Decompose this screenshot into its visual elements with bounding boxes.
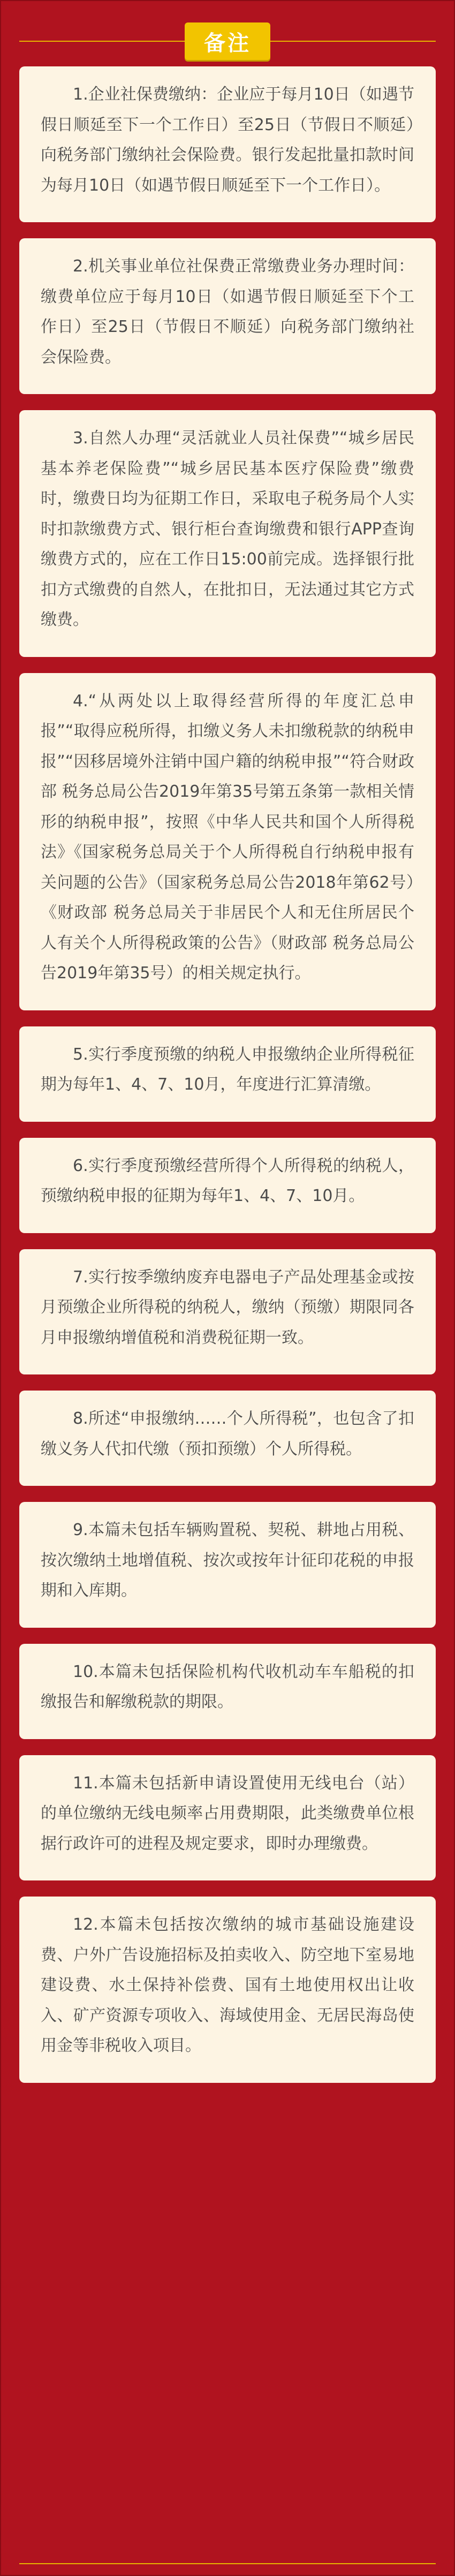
note-card — [19, 1502, 436, 1628]
note-text: 11.本篇未包括新申请设置使用无线电台（站）的单位缴纳无线电频率占用费期限，此类缴费单位根据行政许可的进程及规定要求，即时办理缴费。 — [41, 1773, 414, 1853]
note-text: 8.所述“申报缴纳……个人所得税”，也包含了扣缴义务人代扣代缴（预扣预缴）个人所得税。 — [41, 1409, 414, 1459]
note-text: 9.本篇未包括车辆购置税、契税、耕地占用税、按次缴纳土地增值税、按次或按年计征印花税的申报期和入库期。 — [41, 1521, 414, 1600]
note-card — [19, 1138, 436, 1233]
note-card — [19, 1249, 436, 1375]
note-card — [19, 1897, 436, 2083]
note-text: 5.实行季度预缴的纳税人申报缴纳企业所得税征期为每年1、4、7、10月，年度进行汇算清缴。 — [41, 1045, 414, 1094]
note-card — [19, 410, 436, 657]
note-text: 7.实行按季缴纳废弃电器电子产品处理基金或按月预缴企业所得税的纳税人，缴纳（预缴）期限同各月申报缴纳增值税和消费税征期一致。 — [41, 1267, 414, 1347]
note-card — [19, 673, 436, 1010]
note-card — [19, 238, 436, 394]
note-card — [19, 1644, 436, 1739]
note-text: 2.机关事业单位社保费正常缴费业务办理时间：缴费单位应于每月10日（如遇节假日顺延至下个工作日）至25日（节假日不顺延）向税务部门缴纳社会保险费。 — [41, 257, 414, 367]
note-text: 10.本篇未包括保险机构代收机动车车船税的扣缴报告和解缴税款的期限。 — [41, 1662, 414, 1711]
notes-list — [19, 66, 436, 2099]
note-text: 3.自然人办理“灵活就业人员社保费”“城乡居民基本养老保险费”“城乡居民基本医疗保险费”缴费时，缴费日均为征期工作日，采取电子税务局个人实时扣款缴费方式、银行柜台查询缴费和银行APP查询缴费方式的，应在工作日15:00前完成。选择银行批扣方式缴费的自然人，在批扣日，无法通过其它方式缴费。 — [41, 429, 414, 629]
note-card — [19, 1391, 436, 1486]
note-text: 4.“从两处以上取得经营所得的年度汇总申报”“取得应税所得，扣缴义务人未扣缴税款的纳税申报”“因移居境外注销中国户籍的纳税申报”“符合财政部 税务总局公告2019年第35号第五条第一款相关情形的纳税申报”，按照《中华人民共和国个人所得税法》《国家税务总局关于个人所得税自行纳税申报有关问题的公告》（国家税务总局公告2018年第62号）《财政部 税务总局关于非居民个人和无住所居民个人有关个人所得税政策的公告》（财政部 税务总局公告2019年第35号）的相关规定执行。 — [41, 691, 414, 983]
note-card — [19, 1026, 436, 1122]
note-text: 6.实行季度预缴经营所得个人所得税的纳税人，预缴纳税申报的征期为每年1、4、7、10月。 — [41, 1156, 414, 1205]
note-card — [19, 66, 436, 222]
note-card — [19, 1755, 436, 1881]
section-title: 备注 — [185, 22, 270, 60]
footer-divider — [19, 2563, 436, 2564]
note-text: 12.本篇未包括按次缴纳的城市基础设施建设费、户外广告设施招标及拍卖收入、防空地下室易地建设费、水土保持补偿费、国有土地使用权出让收入、矿产资源专项收入、海域使用金、无居民海岛使用金等非税收入项目。 — [41, 1915, 414, 2055]
section-header — [0, 16, 455, 65]
note-text: 1.企业社保费缴纳：企业应于每月10日（如遇节假日顺延至下一个工作日）至25日（节假日不顺延）向税务部门缴纳社会保险费。银行发起批量扣款时间为每月10日（如遇节假日顺延至下一个工作日）。 — [41, 85, 414, 195]
